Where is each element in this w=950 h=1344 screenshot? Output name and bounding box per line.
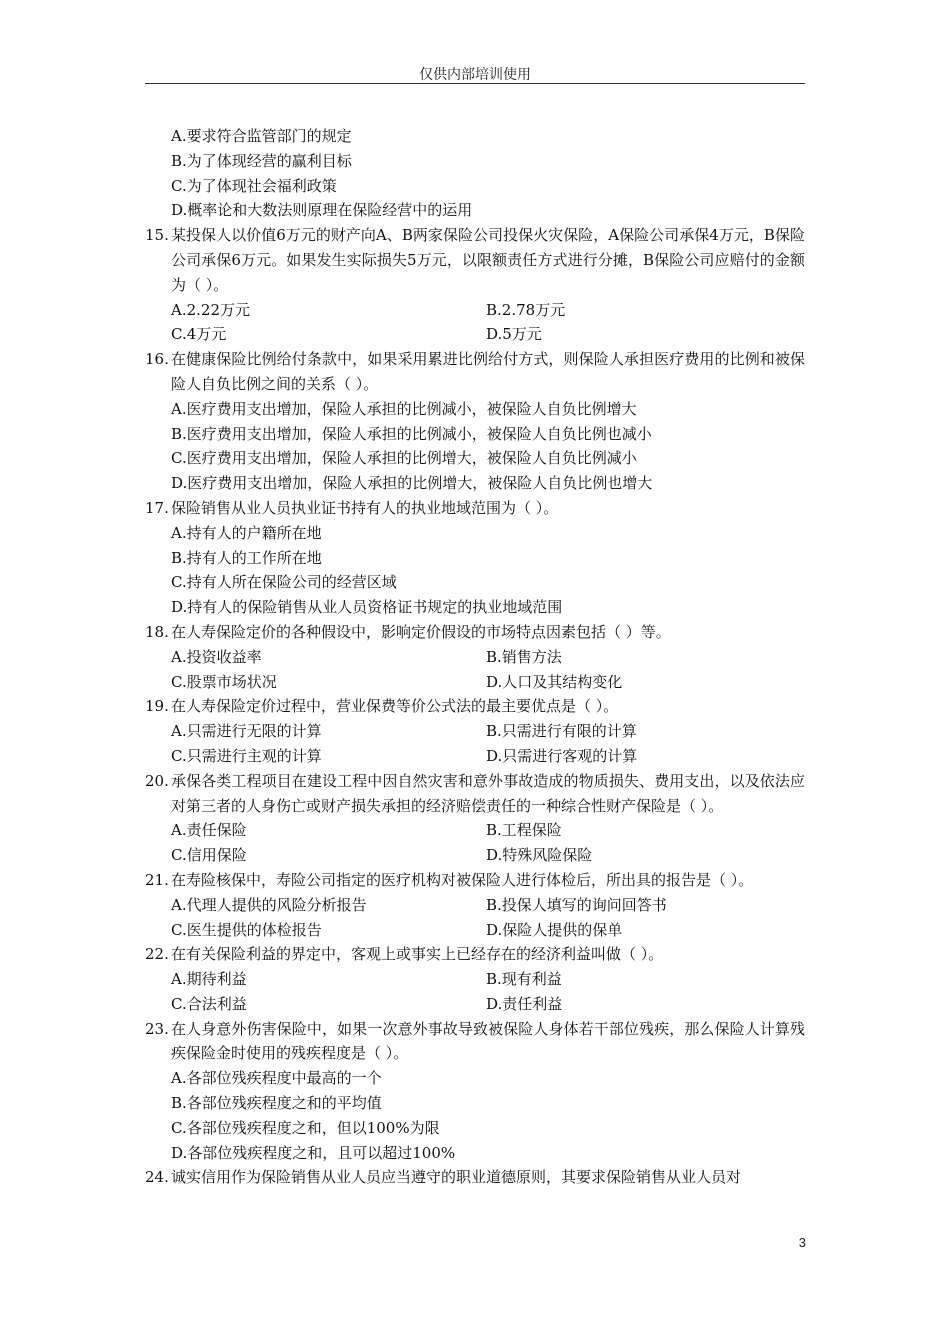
question-15	[145, 223, 805, 297]
question-number: 22.	[145, 945, 169, 964]
header-rule	[145, 83, 805, 84]
question-text: 承保各类工程项目在建设工程中因自然灾害和意外事故造成的物质损失、费用支出，以及依法应对第三者的人身伤亡或财产损失承担的经济赔偿责任的一种综合性财产保险是（ ）。	[171, 771, 805, 815]
options	[145, 397, 805, 496]
option: A.2.22万元	[171, 300, 250, 319]
option: B.现有利益	[486, 970, 562, 989]
option: A.期待利益	[171, 970, 247, 989]
options	[145, 719, 805, 769]
option: A.只需进行无限的计算	[171, 722, 322, 741]
option: B.2.78万元	[486, 300, 566, 319]
option: B.工程保险	[486, 821, 562, 840]
option: D.责任利益	[486, 994, 563, 1013]
option: D.只需进行客观的计算	[486, 746, 638, 765]
option: C.4万元	[171, 325, 227, 344]
question-text: 在寿险核保中，寿险公司指定的医疗机构对被保险人进行体检后，所出具的报告是（ ）。	[171, 870, 754, 889]
options	[145, 967, 805, 1017]
option: D.医疗费用支出增加，保险人承担的比例增大，被保险人自负比例也增大	[171, 474, 653, 493]
page-header: 仅供内部培训使用	[419, 67, 531, 83]
question-24	[145, 1165, 805, 1190]
options	[145, 521, 805, 620]
question-23	[145, 1017, 805, 1067]
option: A.投资收益率	[171, 647, 262, 666]
option: B.持有人的工作所在地	[171, 548, 322, 567]
question-16	[145, 347, 805, 397]
question-number: 20.	[145, 771, 169, 790]
question-text: 在有关保险利益的界定中，客观上或事实上已经存在的经济利益叫做（ ）。	[171, 945, 664, 964]
question-text: 在人寿保险定价的各种假设中，影响定价假设的市场特点因素包括（ ）等。	[171, 622, 671, 641]
question-number: 17.	[145, 498, 169, 517]
option: D.5万元	[486, 325, 542, 344]
option: D.保险人提供的保单	[486, 920, 623, 939]
question-21	[145, 868, 805, 893]
question-text: 某投保人以价值6万元的财产向A、B两家保险公司投保火灾保险，A保险公司承保4万元，B保险公司承保6万元。如果发生实际损失5万元，以限额责任方式进行分摊，B保险公司应赔付的金额为（ ）。	[171, 226, 805, 294]
option: D.各部位残疾程度之和，且可以超过100%	[171, 1143, 456, 1162]
option: A.要求符合监管部门的规定	[171, 127, 352, 145]
question-19	[145, 694, 805, 719]
question-20	[145, 769, 805, 819]
option: C.股票市场状况	[171, 672, 277, 691]
question-text: 保险销售从业人员执业证书持有人的执业地域范围为（ ）。	[171, 498, 559, 517]
option: B.只需进行有限的计算	[486, 722, 637, 741]
options	[145, 298, 805, 348]
option: A.持有人的户籍所在地	[171, 523, 322, 542]
options	[145, 818, 805, 868]
options	[145, 645, 805, 695]
option: C.持有人所在保险公司的经营区域	[171, 573, 397, 592]
question-number: 24.	[145, 1168, 169, 1187]
document-body	[145, 124, 805, 1190]
option: B.为了体现经营的赢利目标	[171, 151, 352, 170]
option: B.医疗费用支出增加，保险人承担的比例减小，被保险人自负比例也减小	[171, 424, 652, 443]
options	[145, 893, 805, 943]
question-text: 诚实信用作为保险销售从业人员应当遵守的职业道德原则，其要求保险销售从业人员对	[171, 1168, 742, 1187]
question-17	[145, 496, 805, 521]
option: B.各部位残疾程度之和的平均值	[171, 1094, 382, 1113]
page-number: 3	[798, 1235, 806, 1250]
option: C.医生提供的体检报告	[171, 920, 322, 939]
option: D.概率论和大数法则原理在保险经营中的运用	[171, 201, 473, 220]
question-text: 在健康保险比例给付条款中，如果采用累进比例给付方式，则保险人承担医疗费用的比例和被保险人自负比例之间的关系（ ）。	[171, 350, 805, 393]
question-text: 在人身意外伤害保险中，如果一次意外事故导致被保险人身体若干部位残疾，那么保险人计算残疾保险金时使用的残疾程度是（ ）。	[171, 1019, 805, 1063]
question-number: 21.	[145, 870, 169, 889]
question-number: 15.	[145, 226, 169, 245]
option: C.信用保险	[171, 846, 247, 865]
question-number: 19.	[145, 697, 169, 716]
option: A.代理人提供的风险分析报告	[171, 895, 367, 914]
lead-options	[145, 124, 805, 223]
option: A.医疗费用支出增加，保险人承担的比例减小，被保险人自负比例增大	[171, 399, 637, 418]
option: A.责任保险	[171, 821, 247, 840]
option: C.只需进行主观的计算	[171, 746, 322, 765]
question-text: 在人寿保险定价过程中，营业保费等价公式法的最主要优点是（ ）。	[171, 697, 619, 716]
option: C.医疗费用支出增加，保险人承担的比例增大，被保险人自负比例减小	[171, 449, 637, 468]
question-22	[145, 942, 805, 967]
question-number: 16.	[145, 350, 169, 369]
option: C.为了体现社会福利政策	[171, 176, 337, 195]
option: D.持有人的保险销售从业人员资格证书规定的执业地域范围	[171, 598, 563, 617]
option: C.合法利益	[171, 994, 247, 1013]
option: B.销售方法	[486, 647, 562, 666]
option: D.人口及其结构变化	[486, 672, 623, 691]
option: C.各部位残疾程度之和，但以100%为限	[171, 1118, 440, 1137]
question-number: 18.	[145, 622, 169, 641]
question-18	[145, 620, 805, 645]
option: A.各部位残疾程度中最高的一个	[171, 1069, 382, 1088]
option: B.投保人填写的询问回答书	[486, 895, 667, 914]
option: D.特殊风险保险	[486, 846, 593, 865]
options	[145, 1066, 805, 1165]
question-number: 23.	[145, 1019, 169, 1038]
